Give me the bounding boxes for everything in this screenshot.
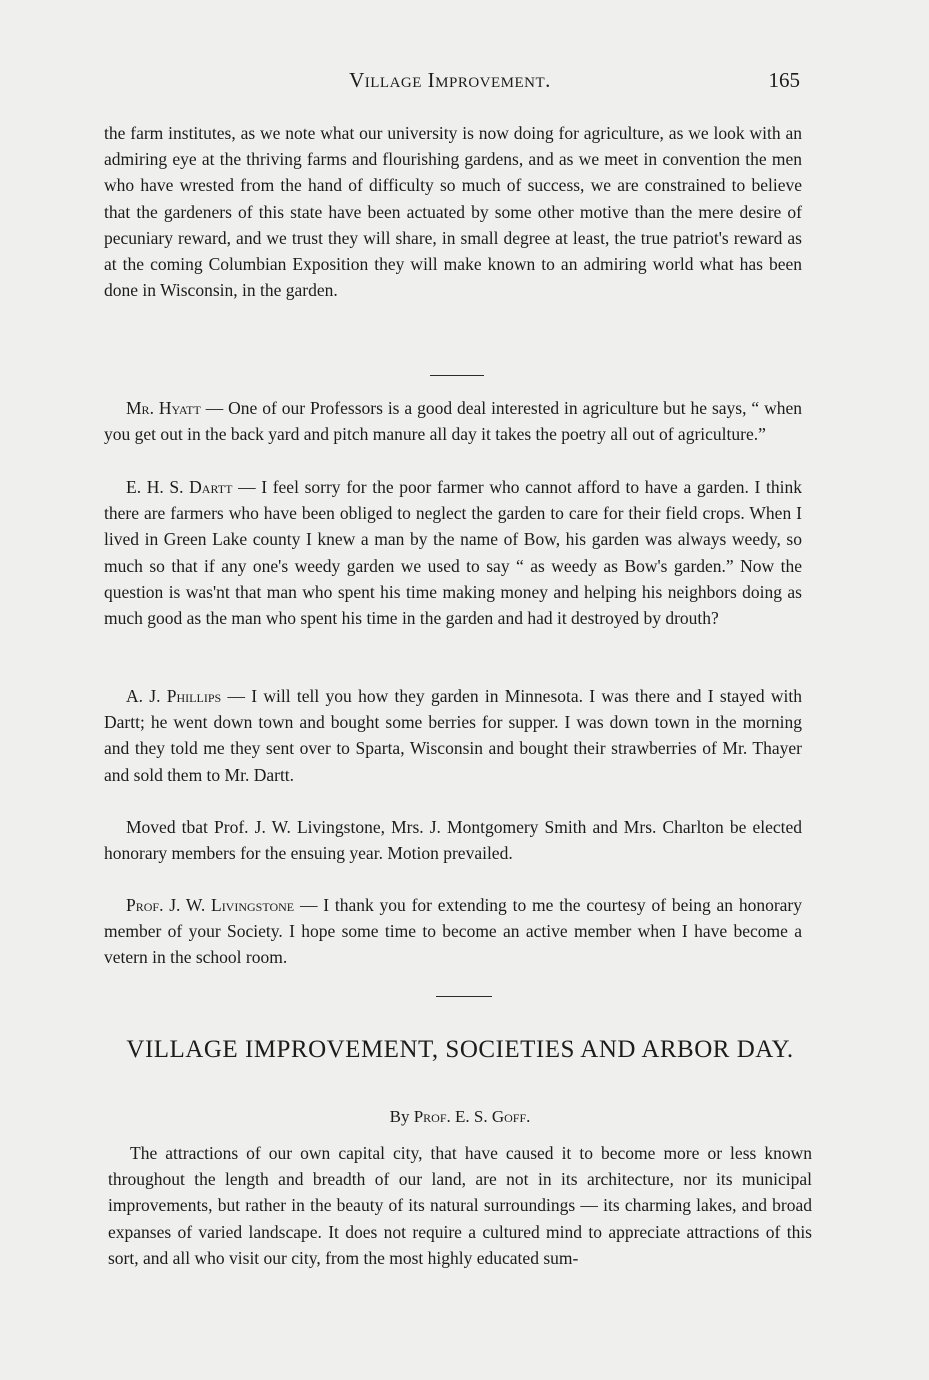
byline-prefix: By (389, 1107, 410, 1126)
running-head (100, 68, 800, 98)
section-divider (436, 996, 492, 997)
page-number: 165 (768, 68, 800, 92)
section-heading: VILLAGE IMPROVEMENT, SOCIETIES AND ARBOR DAY. (126, 1036, 794, 1063)
speaker-name: Mr. Hyatt (126, 398, 201, 418)
em-dash: — (294, 895, 324, 915)
byline-author: Prof. E. S. Goff. (413, 1107, 531, 1126)
opening-paragraph: the farm institutes, as we note what our university is now doing for agriculture, as we look with an admiring eye at the thriving farms and flourishing gardens, and as we meet in convention the men who have wrested from the hand of difficulty so much of success, we are constrained to believe that the gardeners of this state have been actuated by some other motive than the mere desire of pecuniary reward, and we trust they will share, in small degree at least, the true patriot's reward as at the coming Columbian Exposition they will make known to an admiring world what has been done in Wisconsin, in the garden. (104, 123, 802, 301)
em-dash: — (200, 398, 229, 418)
speech-phillips (104, 683, 802, 788)
section-body: The attractions of our own capital city, that have caused it to become more or less known throughout the length and breadth of our land, are not in its architecture, nor its municipal improvements, but rather in the beauty of its natural surroundings — its charming lakes, and broad expanses of varied landscape. It does not require a cultured mind to appreciate attractions of this sort, and all who visit our city, from the most highly educated sum- (108, 1143, 812, 1268)
speech-text: I feel sorry for the poor farmer who cannot afford to have a garden. I think there are farmers who have been obliged to neglect the garden to care for their field crops. When I lived in Green Lake county I knew a man by the name of Bow, his garden was always weedy, so much so that if any one's weedy garden we used to say “ as weedy as Bow's garden.” Now the question is was'nt that man who spent his time making money and helping his neighbors doing as much good as the man who spent his time in the garden and had it destroyed by drouth? (104, 477, 802, 629)
speech-text: I thank you for extending to me the courtesy of being an honorary member of your Society. I hope some time to become an active member when I have become a vetern in the school room. (104, 895, 802, 968)
em-dash: — (221, 686, 252, 706)
speech-dartt (104, 474, 802, 631)
speaker-name: E. H. S. Dartt (126, 477, 233, 497)
section-divider (430, 375, 484, 376)
speaker-name: A. J. Phillips (126, 686, 222, 706)
byline (104, 1107, 816, 1127)
speech-hyatt (104, 395, 802, 447)
speech-livingstone (104, 892, 802, 971)
motion-paragraph: Moved tbat Prof. J. W. Livingstone, Mrs. J. Montgomery Smith and Mrs. Charlton be elected honorary members for the ensuing year. Motion prevailed. (104, 817, 802, 864)
running-title: Village Improvement. (349, 68, 551, 92)
em-dash: — (232, 477, 262, 497)
speech-text: One of our Professors is a good deal interested in agriculture but he says, “ when you get out in the back yard and pitch manure all day it takes the poetry all out of agriculture.” (104, 398, 802, 445)
speech-text: I will tell you how they garden in Minnesota. I was there and I stayed with Dartt; he went down town and bought some berries for supper. I was down town in the morning and they told me they sent over to Sparta, Wisconsin and bought their strawberries of Mr. Thayer and sold them to Mr. Dartt. (104, 686, 802, 785)
speaker-name: Prof. J. W. Livingstone (126, 895, 295, 915)
